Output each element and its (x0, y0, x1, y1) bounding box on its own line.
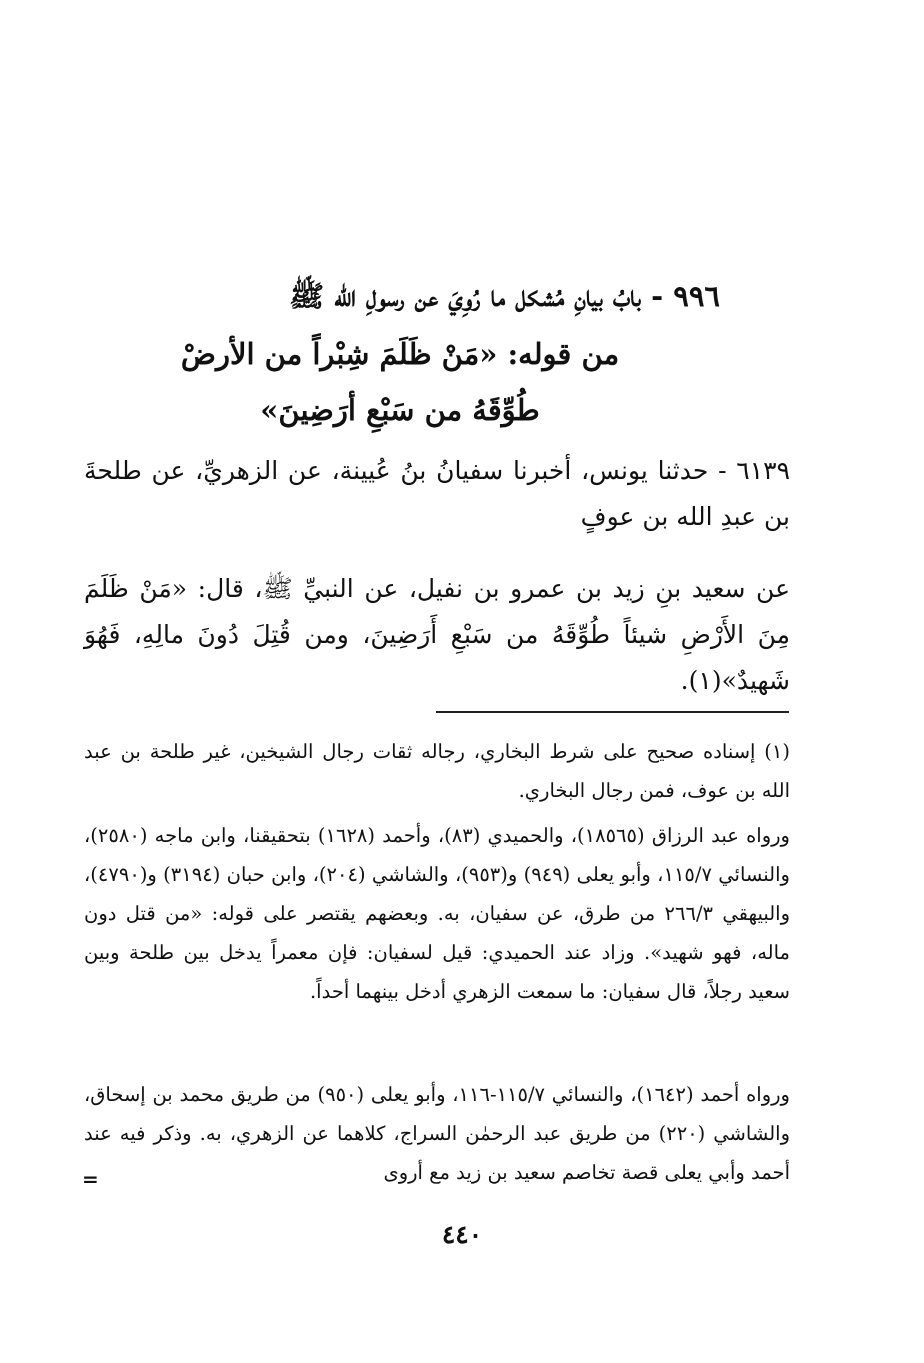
footnote-paragraph-3: ورواه أحمد (١٦٤٢)، والنسائي ١١٥/٧-١١٦، وأبو يعلى (٩٥٠) من طريق محمد بن إسحاق، والشاشي (٢٢٠) من طريق عبد الرحمٰن السراج، كلاهما عن الزهري، به. وذكر فيه عند أحمد وأبي يعلى قصة تخاصم سعيد بن زيد مع أروى (84, 1083, 791, 1184)
page-number: ٤٤٠ (441, 1220, 483, 1249)
chapter-title-line-3: طُوِّقَهُ من سَبْعِ أرَضِينَ» (260, 393, 540, 427)
chapter-title-line-2: من قوله: «مَنْ ظَلَمَ شِبْراً من الأرضْ (180, 337, 620, 371)
continuation-mark: = (82, 1167, 99, 1191)
hadith-isnad: ٦١٣٩ - حدثنا يونس، أخبرنا سفيانُ بنُ عُيينة، عن الزهريِّ، عن طلحةَ بن عبدِ الله بن عوفٍ (84, 456, 790, 531)
chapter-title-line-1: ٩٩٦ - بابُ بيانِ مُشكل ما رُوِيَ عن رسولِ الله ﷺ (289, 279, 720, 313)
footnote-1: (١) إسناده صحيح على شرط البخاري، رجاله ثقات رجال الشيخين، غير طلحة بن عبد الله بن عوف، فمن رجال البخاري. (84, 740, 790, 802)
footnote-paragraph-2: ورواه عبد الرزاق (١٨٥٦٥)، والحميدي (٨٣)، وأحمد (١٦٢٨) بتحقيقنا، وابن ماجه (٢٥٨٠)، والنسائي ١١٥/٧، وأبو يعلى (٩٤٩) و(٩٥٣)، والشاشي (٢٠٤)، وابن حبان (٣١٩٤) و(٤٧٩٠)، والبيهقي ٢٦٦/٣ من طرق، عن سفيان، به. وبعضهم يقتصر على قوله: «من قتل دون ماله، فهو شهيد». وزاد عند الحميدي: قيل لسفيان: فإن معمراً يدخل بين طلحة وبين سعيد رجلاً، قال سفيان: ما سمعت الزهري أدخل بينهما أحداً. (84, 824, 790, 1003)
footnote-separator (436, 711, 789, 713)
hadith-matn: عن سعيد بنِ زيد بن عمرو بن نفيل، عن النبيِّ ﷺ، قال: «مَنْ ظَلَمَ مِنَ الأَرْضِ شيئاً طُوِّقَهُ من سَبْعِ أَرَضِينَ، ومن قُتِلَ دُونَ مالِهِ، فَهُوَ شَهيدٌ»(١). (84, 574, 790, 695)
